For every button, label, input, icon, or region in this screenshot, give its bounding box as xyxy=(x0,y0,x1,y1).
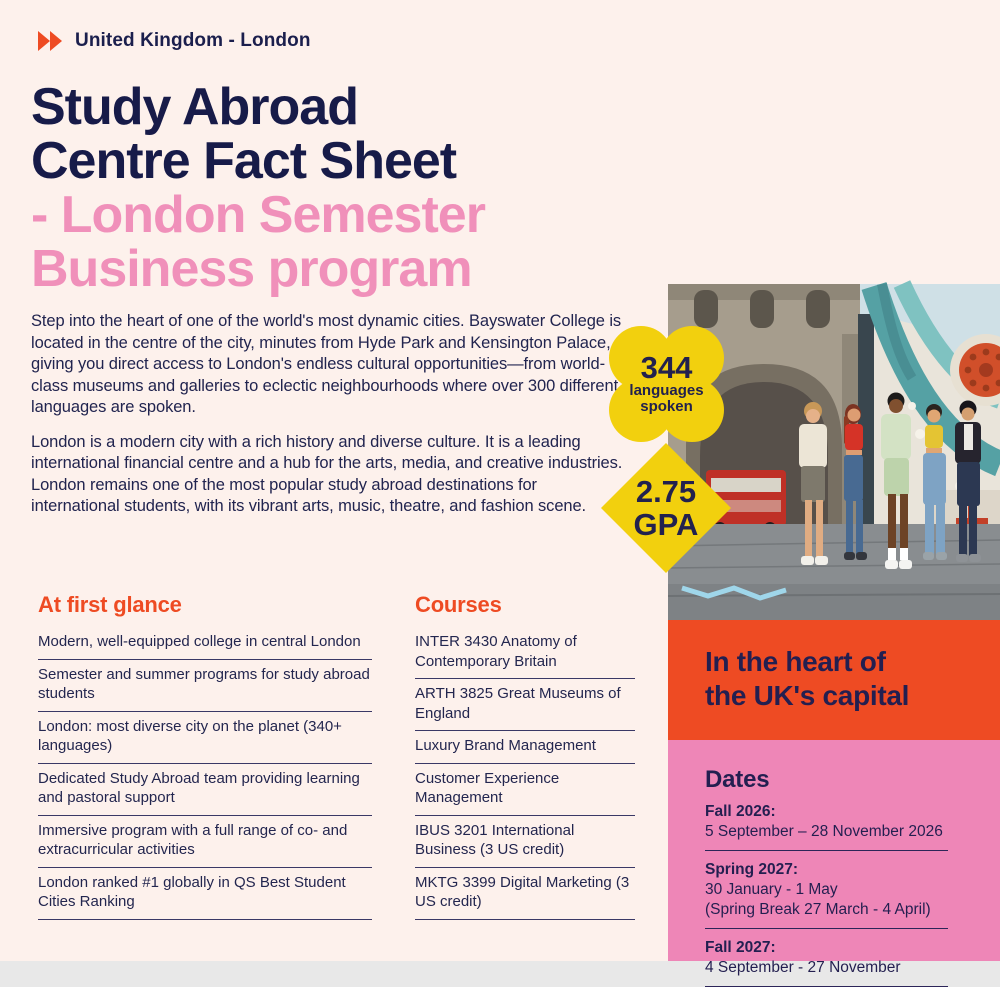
course-item: MKTG 3399 Digital Marketing (3 US credit) xyxy=(415,868,635,920)
eyebrow xyxy=(38,30,311,52)
date-entry-fall-2026 xyxy=(705,802,948,851)
languages-badge xyxy=(607,327,726,441)
gpa-label: GPA xyxy=(633,507,699,542)
glance-item: London: most diverse city on the planet (340+ languages) xyxy=(38,712,372,764)
gpa-value: 2.75 xyxy=(635,474,697,509)
courses-heading: Courses xyxy=(415,592,502,617)
at-first-glance-section xyxy=(38,592,372,920)
date-label: Spring 2027: xyxy=(705,861,799,878)
course-item: Luxury Brand Management xyxy=(415,731,635,764)
glance-item: Dedicated Study Abroad team providing learning and pastoral support xyxy=(38,764,372,816)
date-range: 5 September – 28 November 2026 xyxy=(705,823,943,840)
date-range: 4 September - 27 November xyxy=(705,959,901,976)
dates-heading: Dates xyxy=(705,766,770,793)
intro-paragraph-2: London is a modern city with a rich history and diverse culture. It is a leading international financial centre and a hub for the arts, media, and creative industries. London remains one of the most popular study abroad destinations for international students, with its vibrant arts, music, theatre, and fashion scene. xyxy=(31,432,623,515)
gpa-badge xyxy=(601,443,731,573)
date-entry-fall-2027 xyxy=(705,938,948,987)
intro-section xyxy=(31,311,627,531)
course-item: ARTH 3825 Great Museums of England xyxy=(415,679,635,731)
date-note: (Spring Break 27 March - 4 April) xyxy=(705,901,931,918)
dates-box xyxy=(668,740,1000,976)
date-label: Fall 2026: xyxy=(705,803,776,820)
highlight-line-2: the UK's capital xyxy=(705,680,910,711)
page-title xyxy=(31,80,691,296)
courses-list xyxy=(415,627,635,920)
glance-item: Modern, well-equipped college in central London xyxy=(38,627,372,660)
languages-label-2: spoken xyxy=(640,398,693,415)
title-line-1: Study Abroad xyxy=(31,78,358,136)
date-range: 30 January - 1 May xyxy=(705,881,838,898)
title-line-4: Business program xyxy=(31,240,472,298)
glance-list xyxy=(38,627,372,920)
course-item: Customer Experience Management xyxy=(415,764,635,816)
intro-paragraph-1: Step into the heart of one of the world's most dynamic cities. Bayswater College is located in the centre of the city, minutes from Hyde Park and Kensington Palace, giving you direct access to London's endless cultural opportunities—from world-class museums and galleries to eclectic neighbourhoods where over 300 different languages are spoken. xyxy=(31,312,622,416)
title-line-3: - London Semester xyxy=(31,186,485,244)
languages-label-1: languages xyxy=(629,381,704,399)
date-entry-spring-2027 xyxy=(705,860,948,929)
highlight-box xyxy=(668,620,1000,740)
languages-count: 344 xyxy=(640,349,693,385)
course-item: INTER 3430 Anatomy of Contemporary Britain xyxy=(415,627,635,679)
glance-heading: At first glance xyxy=(38,592,182,617)
date-label: Fall 2027: xyxy=(705,939,776,956)
course-item: IBUS 3201 International Business (3 US credit) xyxy=(415,816,635,868)
double-chevron-icon xyxy=(38,31,64,51)
courses-section xyxy=(415,592,635,920)
glance-item: Immersive program with a full range of co- and extracurricular activities xyxy=(38,816,372,868)
glance-item: Semester and summer programs for study abroad students xyxy=(38,660,372,712)
eyebrow-label: United Kingdom - London xyxy=(75,30,311,51)
highlight-line-1: In the heart of xyxy=(705,646,886,677)
glance-item: London ranked #1 globally in QS Best Student Cities Ranking xyxy=(38,868,372,920)
title-line-2: Centre Fact Sheet xyxy=(31,132,457,190)
